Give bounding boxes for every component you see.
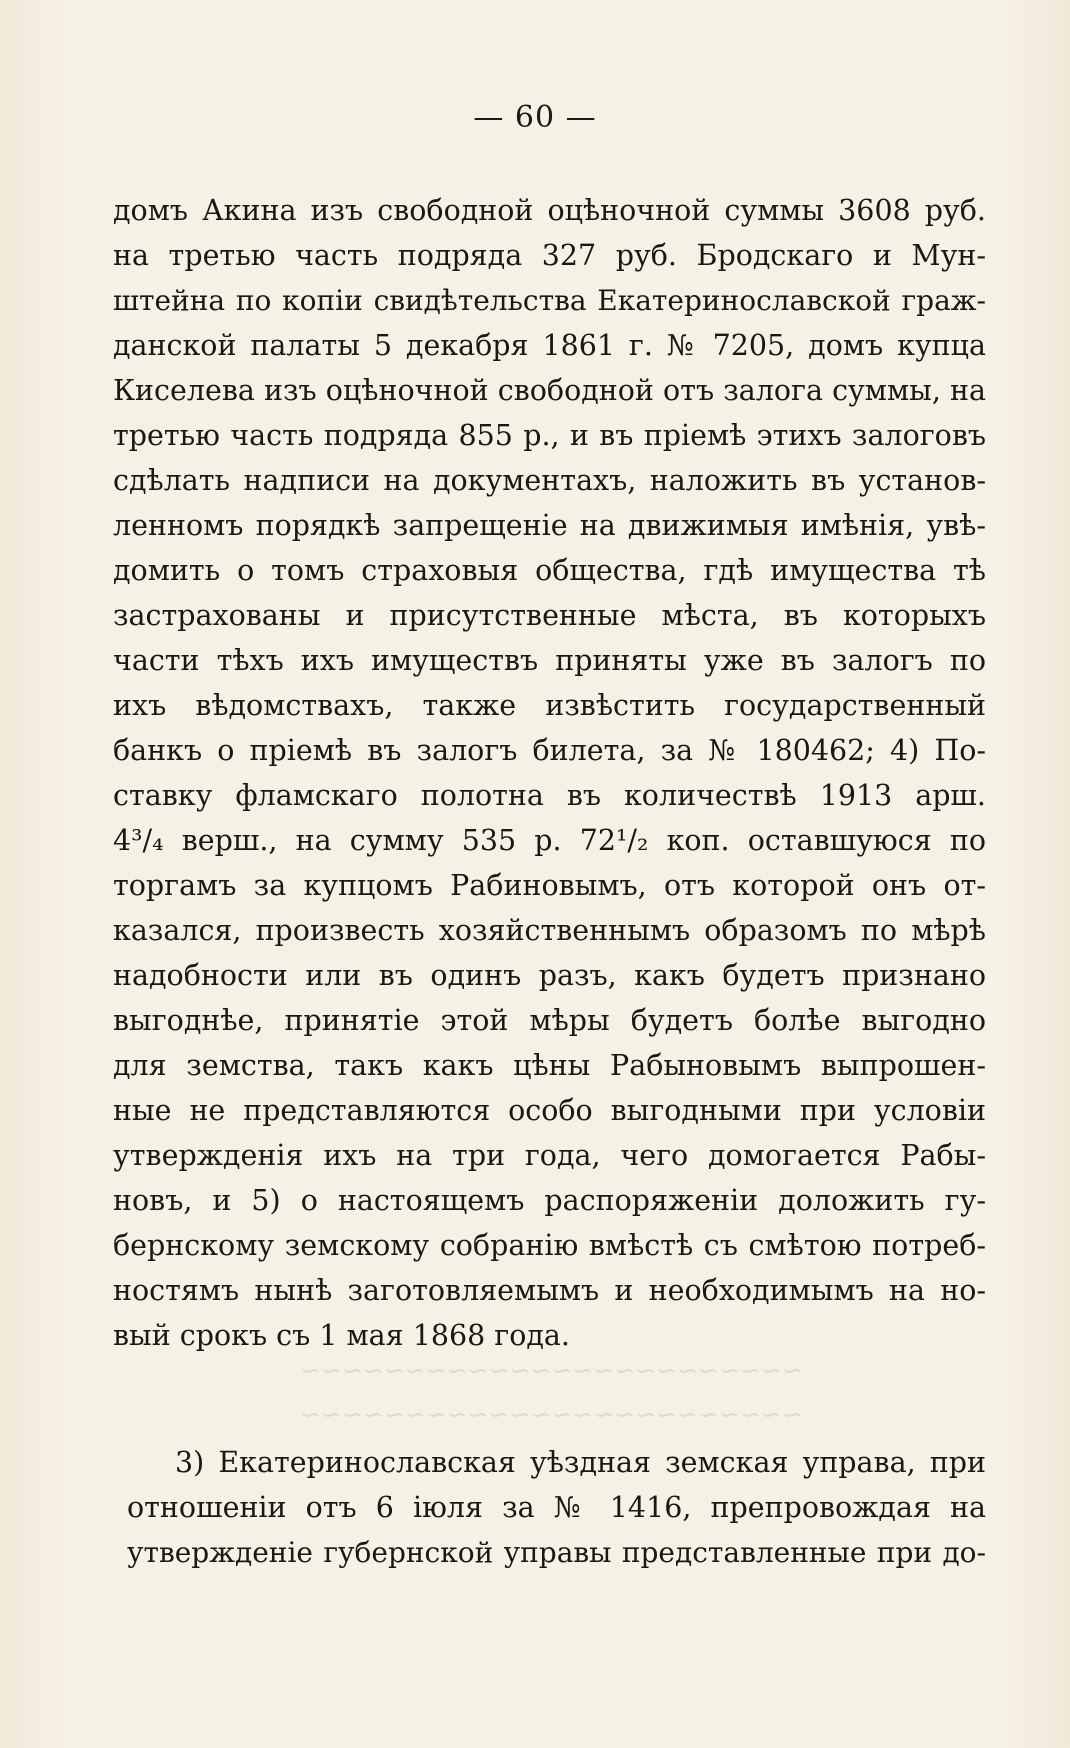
bleed-through-decoration: ~~~~~~~~~~~~~~~~~~~~~~~~ — [300, 1400, 803, 1429]
text-line: 3) Екатеринославская уѣздная земская управа, при — [175, 1446, 986, 1479]
paragraph-1 — [113, 188, 986, 1358]
text-line: торгамъ за купцомъ Рабиновымъ, отъ которой онъ от- — [113, 869, 986, 902]
text-line: домить о томъ страховыя общества, гдѣ имущества тѣ — [113, 554, 986, 587]
text-line: штейна по копіи свидѣтельства Екатеринославской граж- — [113, 284, 986, 317]
text-line: выгоднѣе, принятіе этой мѣры будетъ болѣе выгодно — [113, 1004, 986, 1037]
text-line: домъ Акина изъ свободной оцѣночной суммы 3608 руб. — [113, 194, 986, 227]
text-line: бернскому земскому собранію вмѣстѣ съ смѣтою потреб- — [113, 1229, 986, 1262]
text-line: на третью часть подряда 327 руб. Бродскаго и Мун- — [113, 239, 986, 272]
text-line: 4³/₄ верш., на сумму 535 р. 72¹/₂ коп. оставшуюся по — [113, 824, 986, 857]
text-line: новъ, и 5) о настоящемъ распоряженіи доложить гу- — [113, 1184, 986, 1217]
text-line: застрахованы и присутственные мѣста, въ которыхъ — [113, 599, 986, 632]
text-line: ихъ вѣдомствахъ, также извѣстить государственный — [113, 689, 986, 722]
text-line: для земства, такъ какъ цѣны Рабыновымъ выпрошен- — [113, 1049, 986, 1082]
text-line: ные не представляются особо выгодными при условіи — [113, 1094, 986, 1127]
text-line: ставку фламскаго полотна въ количествѣ 1913 арш. — [113, 779, 986, 812]
text-line: части тѣхъ ихъ имуществъ приняты уже въ залогъ по — [113, 644, 986, 677]
text-line: утвержденіе губернской управы представленные при до- — [127, 1536, 986, 1569]
text-line: данской палаты 5 декабря 1861 г. № 7205, домъ купца — [113, 329, 986, 362]
text-line: вый срокъ съ 1 мая 1868 года. — [113, 1319, 570, 1352]
text-line: Киселева изъ оцѣночной свободной отъ залога суммы, на — [113, 374, 986, 407]
text-line: утвержденія ихъ на три года, чего домогается Рабы- — [113, 1139, 986, 1172]
page-number: — 60 — — [473, 100, 597, 135]
text-line: ленномъ порядкѣ запрещеніе на движимыя имѣнія, увѣ- — [113, 509, 986, 542]
text-line: казался, произвесть хозяйственнымъ образомъ по мѣрѣ — [113, 914, 986, 947]
text-line: отношеніи отъ 6 іюля за № 1416, препровождая на — [127, 1491, 986, 1524]
bleed-through-decoration: ~~~~~~~~~~~~~~~~~~~~~~~~ — [300, 1356, 803, 1385]
text-line: ностямъ нынѣ заготовляемымъ и необходимымъ на но- — [113, 1274, 986, 1307]
text-line: третью часть подряда 855 р., и въ пріемѣ этихъ залоговъ — [113, 419, 986, 452]
paragraph-2 — [127, 1440, 986, 1575]
text-line: банкъ о пріемѣ въ залогъ билета, за № 180462; 4) По- — [113, 734, 986, 767]
text-line: надобности или въ одинъ разъ, какъ будетъ признано — [113, 959, 986, 992]
text-line: сдѣлать надписи на документахъ, наложить въ установ- — [113, 464, 986, 497]
